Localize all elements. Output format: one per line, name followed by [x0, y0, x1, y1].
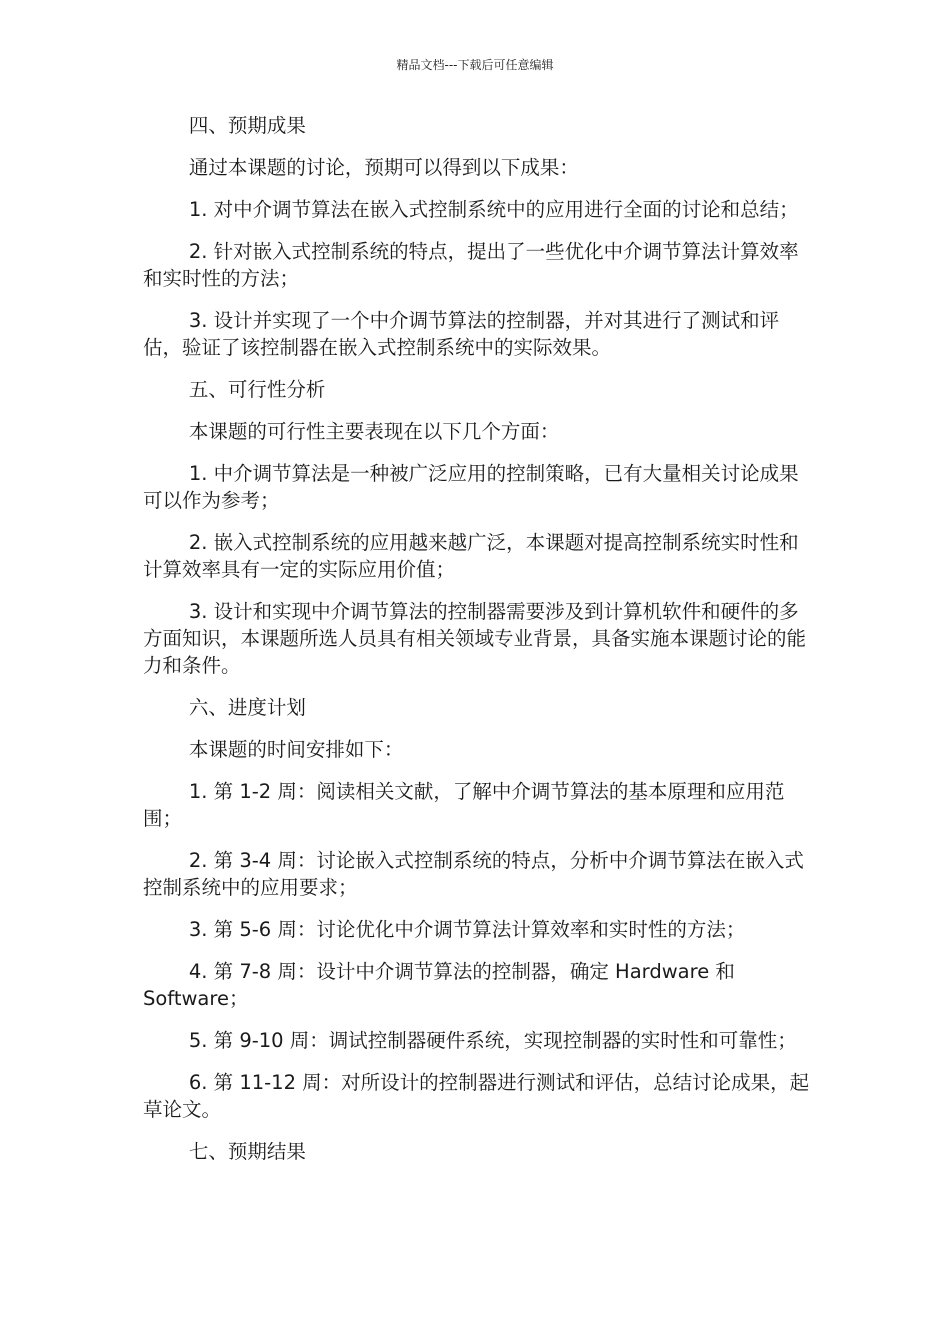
list-item: 2. 第 3-4 周：讨论嵌入式控制系统的特点，分析中介调节算法在嵌入式控制系统中的应用要求；: [143, 849, 804, 899]
list-item: 2. 嵌入式控制系统的应用越来越广泛，本课题对提高控制系统实时性和计算效率具有一定的实际应用价值；: [143, 531, 799, 581]
section-heading-expected-results: 七、预期结果: [188, 1140, 306, 1163]
paragraph: 通过本课题的讨论，预期可以得到以下成果：: [188, 156, 579, 179]
paragraph: 本课题的可行性主要表现在以下几个方面：: [188, 420, 560, 443]
list-item: 1. 对中介调节算法在嵌入式控制系统中的应用进行全面的讨论和总结；: [188, 198, 799, 221]
list-item: 5. 第 9-10 周：调试控制器硬件系统，实现控制器的实时性和可靠性；: [188, 1029, 797, 1052]
list-item: 6. 第 11-12 周：对所设计的控制器进行测试和评估，总结讨论成果，起草论文。: [143, 1071, 810, 1121]
list-item: 2. 针对嵌入式控制系统的特点，提出了一些优化中介调节算法计算效率和实时性的方法；: [143, 240, 799, 290]
page-header: 精品文档---下载后可任意编辑: [396, 58, 554, 72]
list-item: 4. 第 7-8 周：设计中介调节算法的控制器，确定 Hardware 和 Software；: [143, 960, 735, 1010]
paragraph: 本课题的时间安排如下：: [188, 738, 404, 761]
section-heading-expected-outcomes: 四、预期成果: [188, 114, 306, 137]
list-item: 1. 中介调节算法是一种被广泛应用的控制策略，已有大量相关讨论成果可以作为参考；: [143, 462, 799, 512]
list-item: 3. 设计并实现了一个中介调节算法的控制器，并对其进行了测试和评估，验证了该控制器在嵌入式控制系统中的实际效果。: [143, 309, 780, 359]
list-item: 3. 设计和实现中介调节算法的控制器需要涉及到计算机软件和硬件的多方面知识，本课题所选人员具有相关领域专业背景，具备实施本课题讨论的能力和条件。: [143, 600, 807, 677]
document-body: [143, 112, 813, 1180]
section-heading-schedule: 六、进度计划: [188, 696, 306, 719]
list-item: 1. 第 1-2 周：阅读相关文献，了解中介调节算法的基本原理和应用范围；: [143, 780, 785, 830]
list-item: 3. 第 5-6 周：讨论优化中介调节算法计算效率和实时性的方法；: [188, 918, 746, 941]
section-heading-feasibility: 五、可行性分析: [188, 378, 326, 401]
